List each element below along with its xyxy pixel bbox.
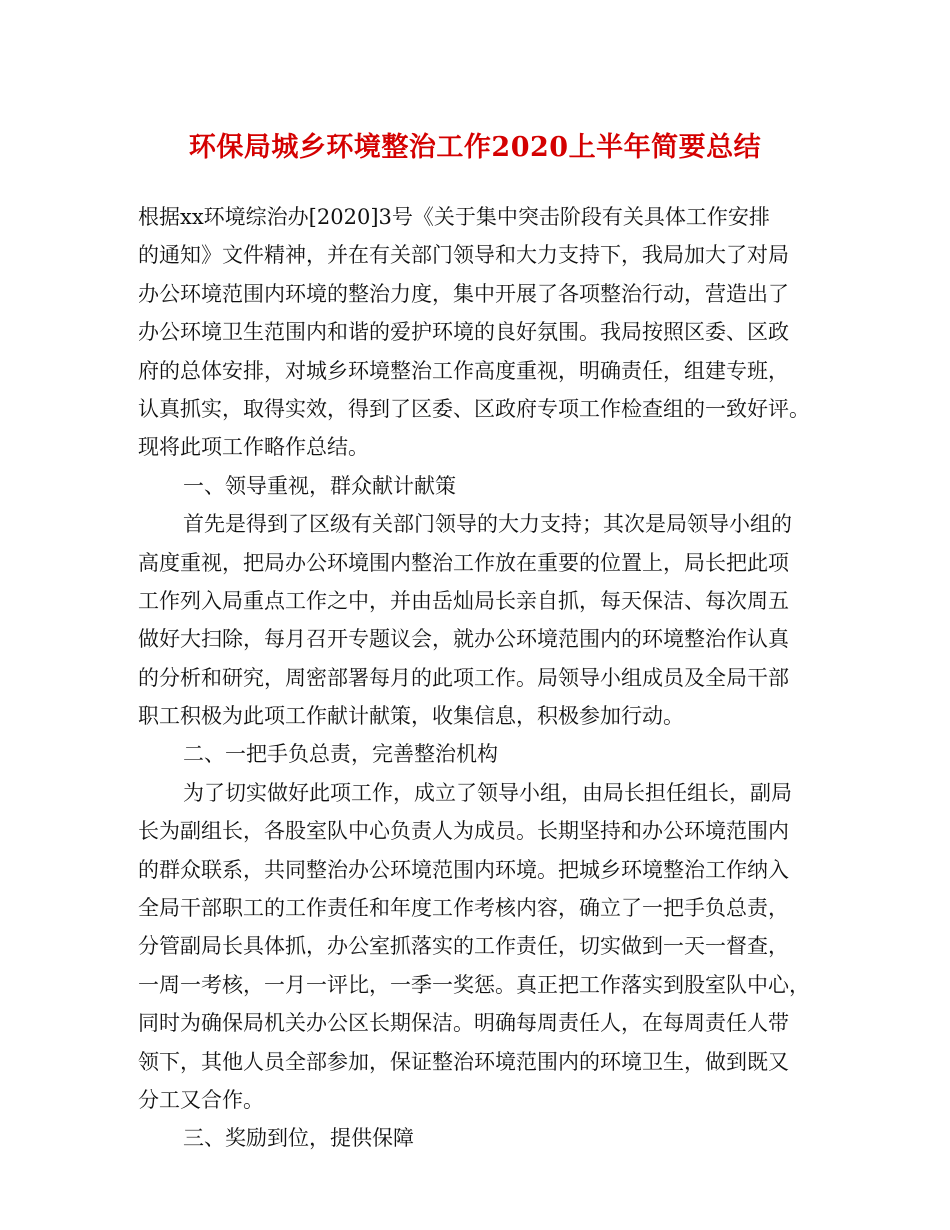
paragraph-line: 认真抓实，取得实效，得到了区委、区政府专项工作检查组的一致好评。 — [138, 396, 810, 421]
document-title: 环保局城乡环境整治工作2020上半年简要总结 — [188, 132, 762, 163]
paragraph-line: 为了切实做好此项工作，成立了领导小组，由局长担任组长，副局 — [183, 780, 792, 805]
paragraph-line: 首先是得到了区级有关部门领导的大力支持；其次是局领导小组的 — [183, 512, 792, 537]
paragraph-line: 做好大扫除，每月召开专题议会，就办公环境范围内的环境整治作认真 — [138, 627, 789, 652]
paragraph-line: 根据xx环境综治办[2020]3号《关于集中突击阶段有关具体工作安排 — [138, 205, 770, 229]
paragraph-line: 的分析和研究，周密部署每月的此项工作。局领导小组成员及全局干部 — [138, 665, 789, 690]
paragraph-line: 现将此项工作略作总结。 — [138, 435, 369, 460]
paragraph-line: 一周一考核，一月一评比，一季一奖惩。真正把工作落实到股室队中心， — [138, 972, 810, 997]
paragraph-line: 分管副局长具体抓，办公室抓落实的工作责任，切实做到一天一督查， — [138, 934, 789, 959]
paragraph-line: 领下，其他人员全部参加，保证整治环境范围内的环境卫生，做到既又 — [138, 1049, 789, 1074]
paragraph-line: 的群众联系，共同整治办公环境范围内环境。把城乡环境整治工作纳入 — [138, 857, 789, 882]
paragraph-line: 工作列入局重点工作之中，并由岳灿局长亲自抓，每天保洁、每次周五 — [138, 588, 789, 613]
paragraph-line: 长为副组长，各股室队中心负责人为成员。长期坚持和办公环境范围内 — [138, 819, 789, 844]
paragraph-line: 府的总体安排，对城乡环境整治工作高度重视，明确责任，组建专班， — [138, 358, 789, 383]
paragraph-line: 同时为确保局机关办公区长期保洁。明确每周责任人，在每周责任人带 — [138, 1011, 789, 1036]
document-body — [138, 198, 828, 1158]
paragraph-line: 办公环境卫生范围内和谐的爱护环境的良好氛围。我局按照区委、区政 — [138, 320, 789, 345]
paragraph-line: 高度重视，把局办公环境围内整治工作放在重要的位置上，局长把此项 — [138, 550, 789, 575]
section-heading-1: 一、领导重视，群众献计献策 — [183, 473, 456, 498]
paragraph-line: 办公环境范围内环境的整治力度，集中开展了各项整治行动，营造出了 — [138, 281, 789, 306]
paragraph-line: 分工又合作。 — [138, 1087, 264, 1112]
section-heading-3: 三、奖励到位，提供保障 — [183, 1126, 414, 1151]
paragraph-line: 职工积极为此项工作献计献策，收集信息，积极参加行动。 — [138, 704, 684, 729]
section-heading-2: 二、一把手负总责，完善整治机构 — [183, 742, 498, 767]
paragraph-line: 的通知》文件精神，并在有关部门领导和大力支持下，我局加大了对局 — [138, 243, 789, 268]
paragraph-line: 全局干部职工的工作责任和年度工作考核内容，确立了一把手负总责， — [138, 896, 789, 921]
